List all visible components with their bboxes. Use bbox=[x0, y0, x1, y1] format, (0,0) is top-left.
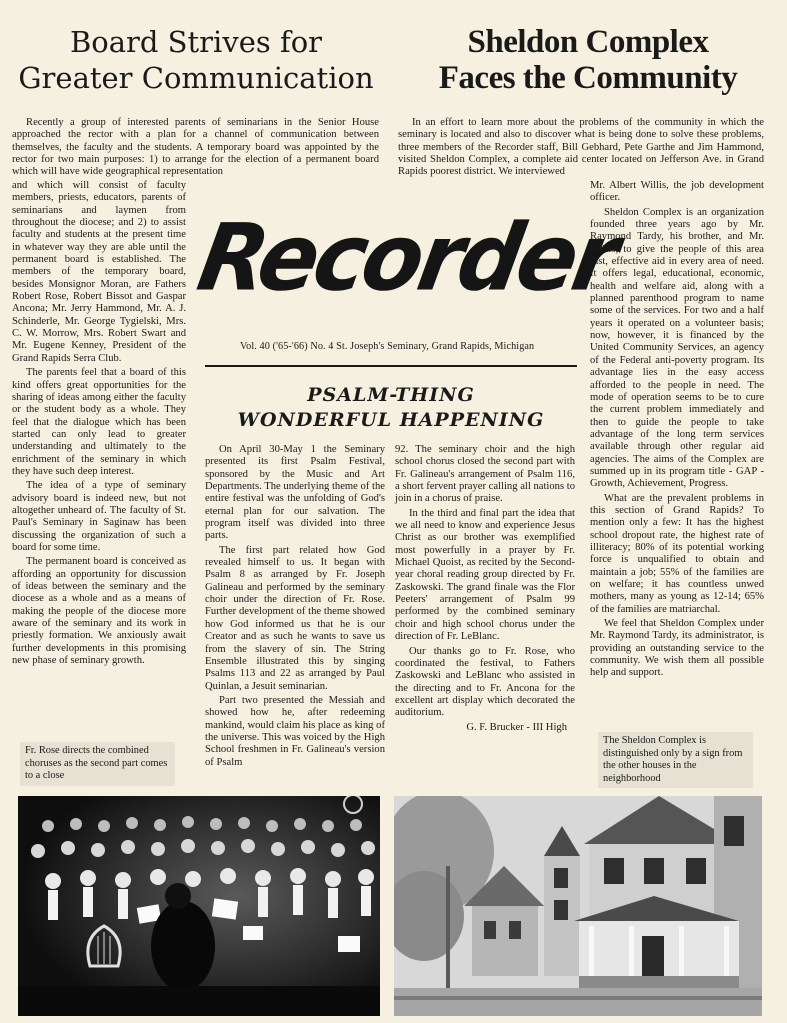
masthead bbox=[190, 203, 623, 312]
left-paragraph-2: The parents feel that a board of this kind offers great opportunities for the sharing of ideas among either the faculty or the student body as a whole. They feel that the dialogue which has been started can only lead to greater understanding and ultimately to the enrichment of the seminary in which they have such deep interest. bbox=[12, 367, 186, 477]
left-intro-paragraph: Recently a group of interested parents of seminarians in the Senior House approached the rector with a plan for a channel of communication between themselves, the faculty and the students. A temporary board was appointed by the rector for two main purposes: 1) to arrange for the election of a permanent board which will have wide geographical representation bbox=[12, 117, 379, 178]
right-intro-paragraph: In an effort to learn more about the problems of the community in which the seminary is located and also to discover what is being done to solve these problems, three members of the Recorder staff, Bill Gebhard, Pete Garthe and Jim Hammond, visited Sheldon Complex, a complete aid center located on Jefferson Ave. in Grand Rapids poorest district. We interviewed bbox=[398, 117, 764, 178]
right-headline-line2: Faces the Community bbox=[438, 60, 738, 96]
left-headline-line2: Greater Communication bbox=[18, 61, 374, 95]
center-paragraph-1: On April 30-May 1 the Seminary presented its first Psalm Festival, sponsored by the Music and Art Departments. The underlying theme of the entire festival was the unfolding of God's eternal plan for our salvation. The program itself was divided into three parts. bbox=[205, 444, 385, 542]
right-paragraph-3: What are the prevalent problems in this section of Grand Rapids? To mention only a few: It has the highest school dropout rate, the highest rate of illiteracy; 80% of its potential working force is unqualified to obtain and maintain a job; 55% of the families are on welfare; it has countless unwed mothers, many as young as 12-14; 65% of the families are matriarchal. bbox=[590, 492, 764, 615]
center-column-2 bbox=[395, 444, 575, 734]
left-paragraph-4: The permanent board is conceived as affording an opportunity for discussion of ideas between the seminary and the diocese as a whole and as a means of making the people of the diocese more aware of the seminary and its work in priestly formation. We anxiously await further developments in this promising new phase of seminary growth. bbox=[12, 556, 186, 667]
volume-line: Vol. 40 ('65-'66) No. 4 St. Joseph's Seminary, Grand Rapids, Michigan bbox=[240, 341, 535, 352]
center-paragraph-3: Part two presented the Messiah and showed how he, after redeeming mankind, would claim his place as king of the universe. This was voiced by the High School freshmen in Fr. Galineau's version of Psalm bbox=[205, 694, 385, 768]
right-article-intro bbox=[398, 117, 764, 179]
right-photo-caption: The Sheldon Complex is distinguished only by a sign from the other houses in the neighborhood bbox=[598, 732, 753, 788]
masthead-title: Recorder bbox=[190, 203, 623, 312]
center-paragraph-2: The first part related how God revealed himself to us. It began with Psalm 8 as arranged by Fr. Joseph Galineau and performed by the seminary choir under the direction of Fr. Rose. Further development of the theme showed how God informed us that he is our Creator and as such he wants to save us from the slavery of sin. The String Ensemble illustrated this by singing Psalms 113 and 22 as arranged by Paul Quinlan, a Jesuit seminarian. bbox=[205, 544, 385, 692]
masthead-rule bbox=[205, 365, 577, 367]
right-headline bbox=[398, 24, 778, 96]
center-headline bbox=[200, 383, 582, 433]
center-paragraph-6: Our thanks go to Fr. Rose, who coordinated the festival, to Fathers Zaskowski and LeBlanc who assisted in the directing and to Fr. Ancona for the excellent art display which decorated the auditorium. bbox=[395, 645, 575, 719]
center-paragraph-5: In the third and final part the idea that we all need to know and experience Jesus Christ as our brother was exemplified most powerfully in a prayer by Fr. Michael Quoist, as recited by the Second-year choral reading group directed by Fr. Zaskowski. The grand finale was the Flor Peeters' arrangement of Psalm 99 performed by the combined seminary choir and high school chorus under the direction of Fr. LeBlanc. bbox=[395, 507, 575, 643]
house-photo bbox=[394, 796, 762, 1016]
center-column-1 bbox=[205, 444, 385, 769]
choir-photo-image bbox=[18, 796, 380, 1016]
choir-photo bbox=[18, 796, 380, 1016]
left-headline bbox=[0, 24, 392, 96]
article-signature: G. F. Brucker - III High bbox=[466, 721, 567, 733]
left-article-column bbox=[12, 180, 186, 667]
right-paragraph-4: We feel that Sheldon Complex under Mr. Raymond Tardy, its administrator, is providing an outstanding service to the community. We wish them all possible help and support. bbox=[590, 618, 764, 679]
left-headline-line1: Board Strives for bbox=[69, 25, 323, 59]
left-photo-caption: Fr. Rose directs the combined choruses as the second part comes to a close bbox=[20, 742, 175, 786]
right-headline-line1: Sheldon Complex bbox=[467, 24, 709, 60]
right-paragraph-1: Mr. Albert Willis, the job development officer. bbox=[590, 180, 764, 204]
center-headline-line1: PSALM-THING bbox=[307, 384, 475, 406]
right-paragraph-2: Sheldon Complex is an organization founded three years ago by Mr. Raymond Tardy, his brother, and Mr. Willis, to give the people of this area fast, effective aid in every area of need. It offers legal, educational, economic, health and welfare aid, along with a planned parenthood program to name some of the services. For two and a half years it operated on a volunteer basis; now, however, it is financed by the United Community Services, an agency of the Federal anti-poverty program. Its advantage lies in the easy access afforded to the people in need. The mode of operation seems to be to cure the current problem immediately and then to guide the people to take advantage of the long term services available through other regular aid agencies. The aims of the Complex are summed up in its program title - GAP - Growth, Achievement, Progress. bbox=[590, 206, 764, 490]
left-paragraph-1: and which will consist of faculty members, priests, educators, parents of seminarians and laymen from throughout the diocese; and 2) to assist faculty and students at the present time in whatever way they are able until the permanent board is established. The members of the temporary board, besides Monsignor Moran, are Fathers Robert Rose, Robert Bissot and Gaspar Ancona; Mr. Jerry Hammond, Mr. A. J. Schinderle, Mr. George Tygielski, Mrs. C. W. Morrow, Mrs. Robert Swart and Mr. Eugene Kenney, President of the Grand Rapids Serra Club. bbox=[12, 180, 186, 364]
left-article-intro bbox=[12, 117, 379, 179]
center-headline-line2: WONDERFUL HAPPENING bbox=[237, 409, 545, 431]
right-article-column bbox=[590, 180, 764, 680]
left-paragraph-3: The idea of a type of seminary advisory board is indeed new, but not altogether unheard of. The faculty of St. Paul's Seminary in Saginaw has been discussing the organization of such a board for some time. bbox=[12, 480, 186, 553]
house-photo-image bbox=[394, 796, 762, 1016]
center-paragraph-4: 92. The seminary choir and the high school chorus closed the second part with Fr. Galineau's arrangement of Psalm 116, a short fervent prayer calling all nations to join in a chorus of praise. bbox=[395, 444, 575, 505]
